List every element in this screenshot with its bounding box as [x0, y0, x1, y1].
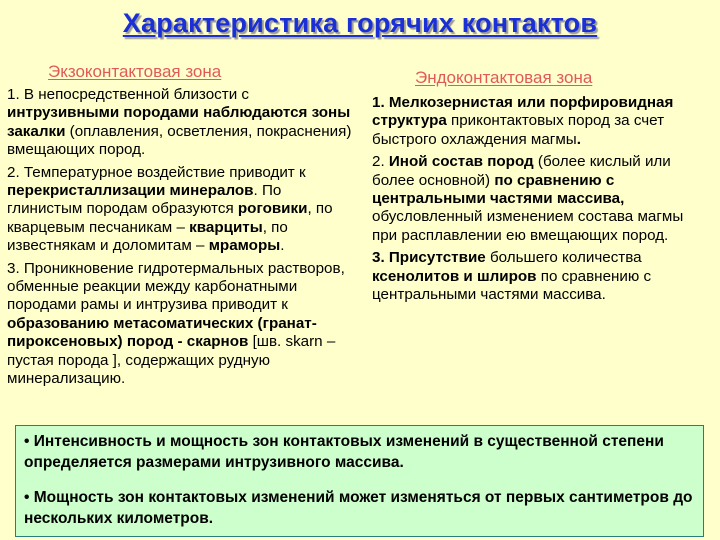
item-text: [шв. skarn – пустая порода ], содержащих рудную минерализацию.: [7, 333, 336, 388]
item-bold: 1. Мелкозернистая или порфировидная структура: [372, 94, 674, 130]
endocontact-item-1: [372, 94, 707, 149]
item-bold: .: [576, 130, 581, 148]
exocontact-column: [7, 86, 352, 416]
item-bold: по сравнению с центральными частями массива,: [372, 171, 625, 208]
item-text: . По глинистым породам образуются: [7, 182, 282, 218]
endocontact-column: [372, 94, 707, 308]
summary-bullet-1: • Интенсивность и мощность зон контактовых изменений в существенной степени определяется размерами интрузивного массива.: [24, 433, 664, 471]
endocontact-item-3: [372, 249, 707, 304]
item-bold: интрузивными породами наблюдаются зоны закалки: [7, 104, 351, 140]
exocontact-item-3: [7, 260, 352, 389]
summary-box: [15, 425, 704, 537]
item-bold: ксенолитов и шлиров: [372, 267, 537, 285]
endocontact-item-2: [372, 153, 707, 245]
item-bold: перекристаллизации минералов: [7, 182, 254, 200]
item-text: по сравнению с центральными частями массива.: [372, 267, 652, 304]
item-text: 3. Проникновение гидротермальных растворов, обменные реакции между карбонатными породами рамы и интрузива приводит к: [7, 259, 345, 314]
item-text: 1. В непосредственной близости с: [7, 86, 250, 103]
item-bold: мраморы: [208, 237, 281, 255]
item-bold: образованию метасоматических (гранат-пироксеновых) пород - скарнов: [7, 314, 317, 351]
exocontact-item-2: [7, 164, 352, 256]
item-text: 2.: [372, 153, 389, 171]
item-text: , по известнякам и доломитам –: [7, 218, 288, 255]
item-text: , по кварцевым песчаникам –: [7, 200, 333, 236]
item-text: большего количества: [485, 249, 642, 267]
item-bold: кварциты: [189, 218, 263, 236]
slide-title: Характеристика горячих контактов: [122, 8, 598, 38]
exocontact-heading: Экзоконтактовая зона: [48, 62, 222, 81]
item-text: 2. Температурное воздействие приводит к: [7, 163, 306, 181]
item-text: (оплавления, осветления, покраснения) вмещающих пород.: [7, 122, 352, 159]
item-bold: 3. Присутствие: [372, 249, 486, 267]
endocontact-heading: Эндоконтактовая зона: [415, 68, 593, 87]
item-bold: роговики: [237, 200, 308, 218]
item-text: приконтактовых пород за счет быстрого охлаждения магмы: [372, 112, 665, 148]
item-text: .: [280, 237, 285, 255]
item-text: обусловленный изменением состава магмы при расплавлении ею вмещающих пород.: [372, 208, 684, 244]
item-bold: Иной состав пород: [388, 153, 534, 171]
exocontact-item-1: [7, 86, 352, 160]
item-text: (более кислый или более основной): [372, 153, 671, 189]
summary-bullet-2: • Мощность зон контактовых изменений может изменяться от первых сантиметров до нескольких километров.: [24, 489, 693, 527]
